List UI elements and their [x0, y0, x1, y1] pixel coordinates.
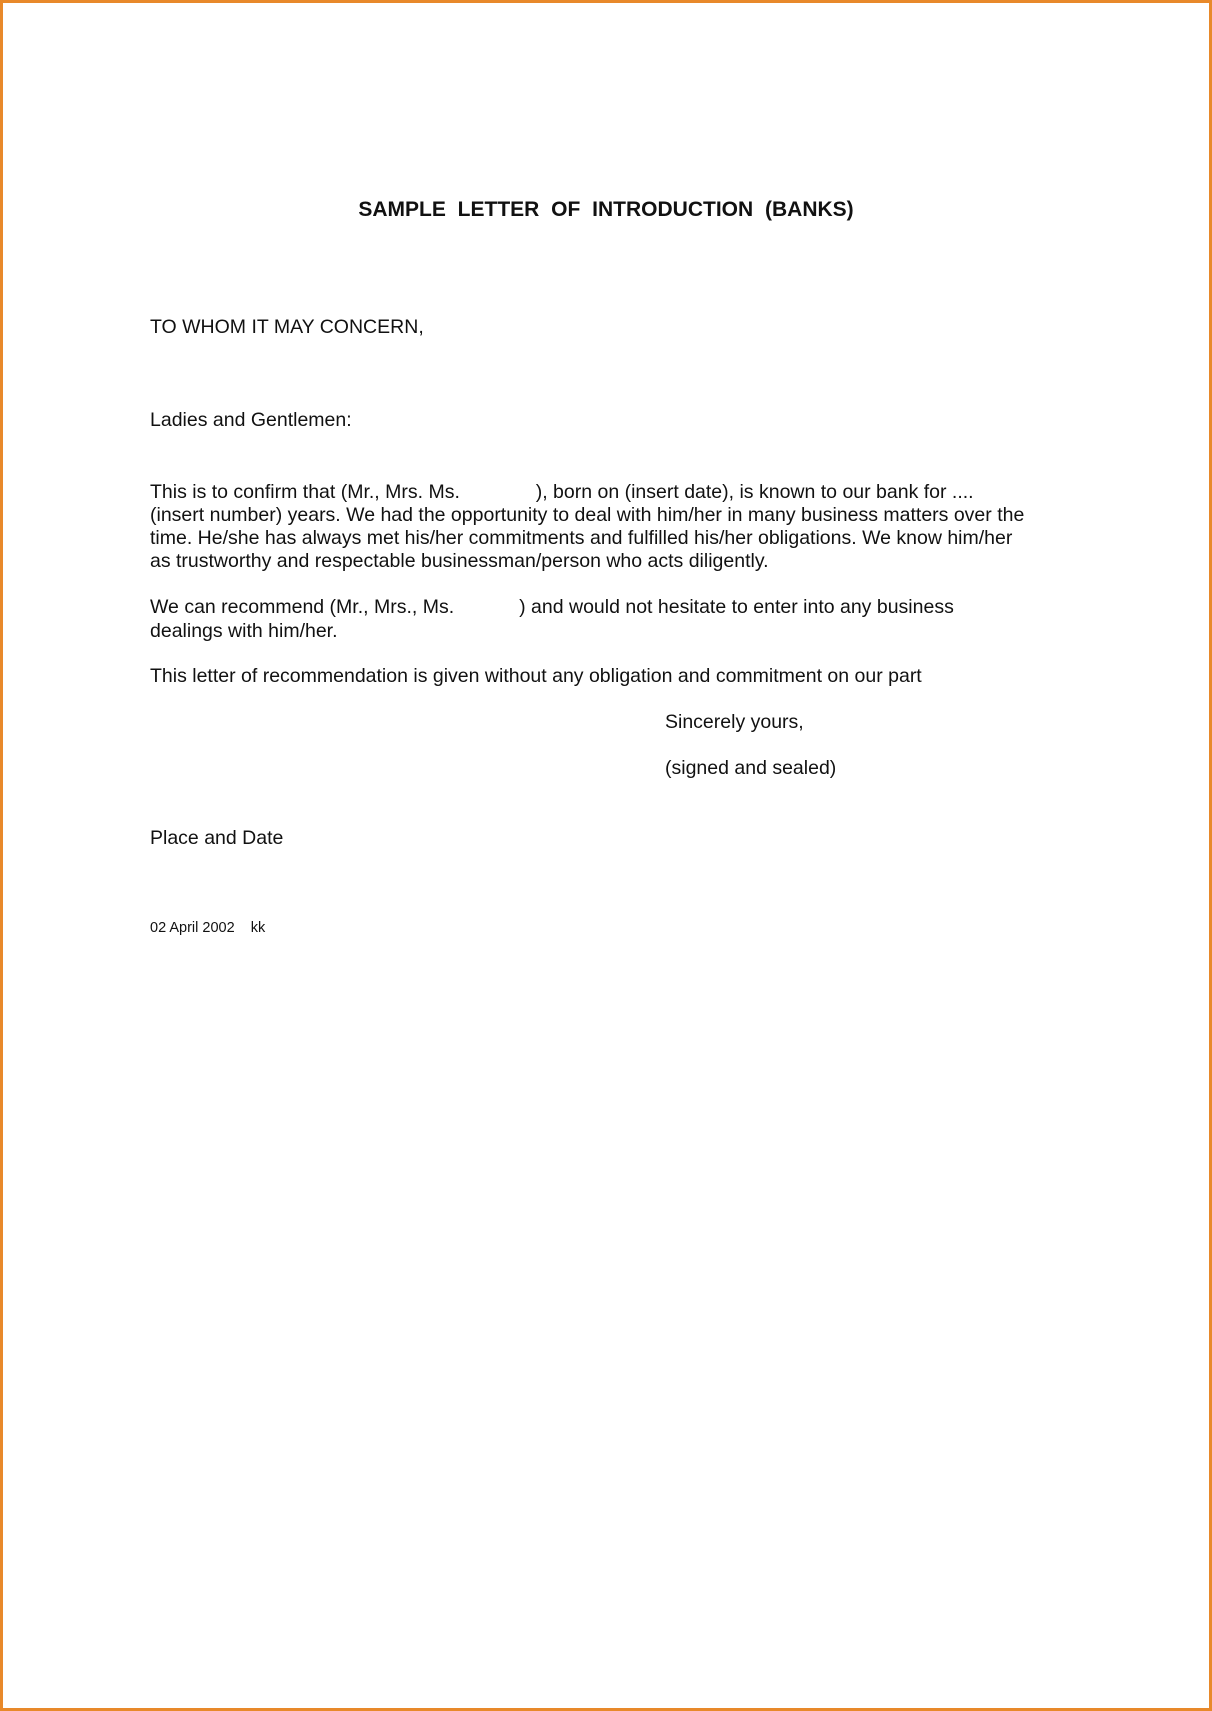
letter-title: SAMPLE LETTER OF INTRODUCTION (BANKS): [358, 198, 854, 221]
paragraph-2-line: dealings with him/her.: [150, 620, 338, 642]
paragraph-1-line: as trustworthy and respectable businessman/person who acts diligently.: [150, 550, 769, 572]
paragraph-3: This letter of recommendation is given without any obligation and commitment on our part: [150, 665, 922, 687]
closing: Sincerely yours,: [665, 711, 804, 733]
paragraph-1-line: time. He/she has always met his/her commitments and fulfilled his/her obligations. We know him/her: [150, 527, 1013, 549]
salutation-ladies: Ladies and Gentlemen:: [150, 409, 352, 431]
footer-date: 02 April 2002 kk: [150, 920, 266, 936]
paragraph-1-line: (insert number) years. We had the opportunity to deal with him/her in many business matters over the: [150, 504, 1025, 526]
paragraph-2-line: We can recommend (Mr., Mrs., Ms. ) and would not hesitate to enter into any business: [150, 596, 954, 618]
salutation-to-whom: TO WHOM IT MAY CONCERN,: [150, 316, 424, 338]
paragraph-1-line: This is to confirm that (Mr., Mrs. Ms. ), born on (insert date), is known to our bank for ....: [150, 481, 974, 503]
place-and-date: Place and Date: [150, 827, 284, 849]
signature: (signed and sealed): [665, 757, 837, 779]
